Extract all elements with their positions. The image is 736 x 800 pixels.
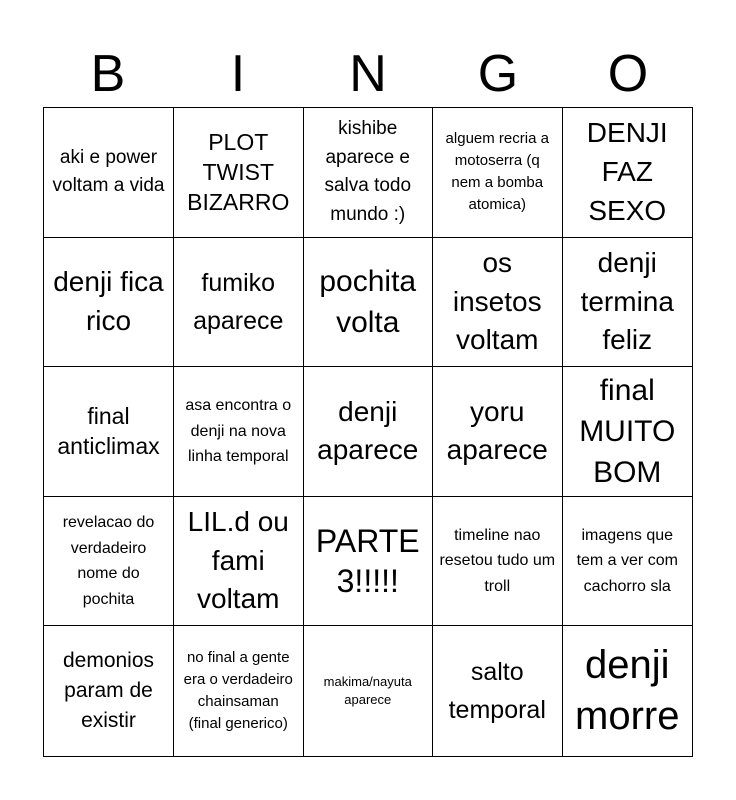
bingo-cell-r3c1[interactable]: final anticlimax [44,367,174,497]
header-letter-n: N [349,45,387,103]
bingo-cell-r1c1[interactable]: aki e power voltam a vida [44,108,174,238]
bingo-cell-r3c2[interactable]: asa encontra o denji na nova linha temporal [174,367,304,497]
bingo-cell-r4c2[interactable]: LIL.d ou fami voltam [174,497,304,627]
bingo-cell-r1c2[interactable]: PLOT TWIST BIZARRO [174,108,304,238]
bingo-cell-r5c3[interactable]: makima/nayuta aparece [304,626,434,756]
bingo-cell-r5c2[interactable]: no final a gente era o verdadeiro chainsaman (final generico) [174,626,304,756]
bingo-cell-r3c4[interactable]: yoru aparece [433,367,563,497]
bingo-cell-r4c3[interactable]: PARTE 3!!!!! [304,497,434,627]
bingo-cell-r5c4[interactable]: salto temporal [433,626,563,756]
bingo-cell-r5c1[interactable]: demonios param de existir [44,626,174,756]
bingo-cell-r2c4[interactable]: os insetos voltam [433,238,563,368]
bingo-cell-r1c3[interactable]: kishibe aparece e salva todo mundo :) [304,108,434,238]
bingo-header [43,40,693,108]
bingo-cell-r1c4[interactable]: alguem recria a motoserra (q nem a bomba atomica) [433,108,563,238]
bingo-cell-r4c1[interactable]: revelacao do verdadeiro nome do pochita [44,497,174,627]
bingo-cell-r2c5[interactable]: denji termina feliz [563,238,693,368]
header-letter-b: B [90,45,126,103]
header-letter-g: G [477,45,519,103]
bingo-cell-r2c2[interactable]: fumiko aparece [174,238,304,368]
header-letter-o: O [607,45,649,103]
header-letter-i: I [230,45,246,103]
bingo-cell-r1c5[interactable]: DENJI FAZ SEXO [563,108,693,238]
bingo-cell-r2c1[interactable]: denji fica rico [44,238,174,368]
bingo-cell-r4c5[interactable]: imagens que tem a ver com cachorro sla [563,497,693,627]
bingo-cell-r5c5[interactable]: denji morre [575,643,680,739]
bingo-cell-r3c5[interactable]: final MUITO BOM [563,367,693,497]
bingo-cell-r4c4[interactable]: timeline nao resetou tudo um troll [433,497,563,627]
bingo-cell-r3c3[interactable]: denji aparece [304,367,434,497]
bingo-board [43,107,693,757]
bingo-cell-r2c3[interactable]: pochita volta [304,238,434,368]
